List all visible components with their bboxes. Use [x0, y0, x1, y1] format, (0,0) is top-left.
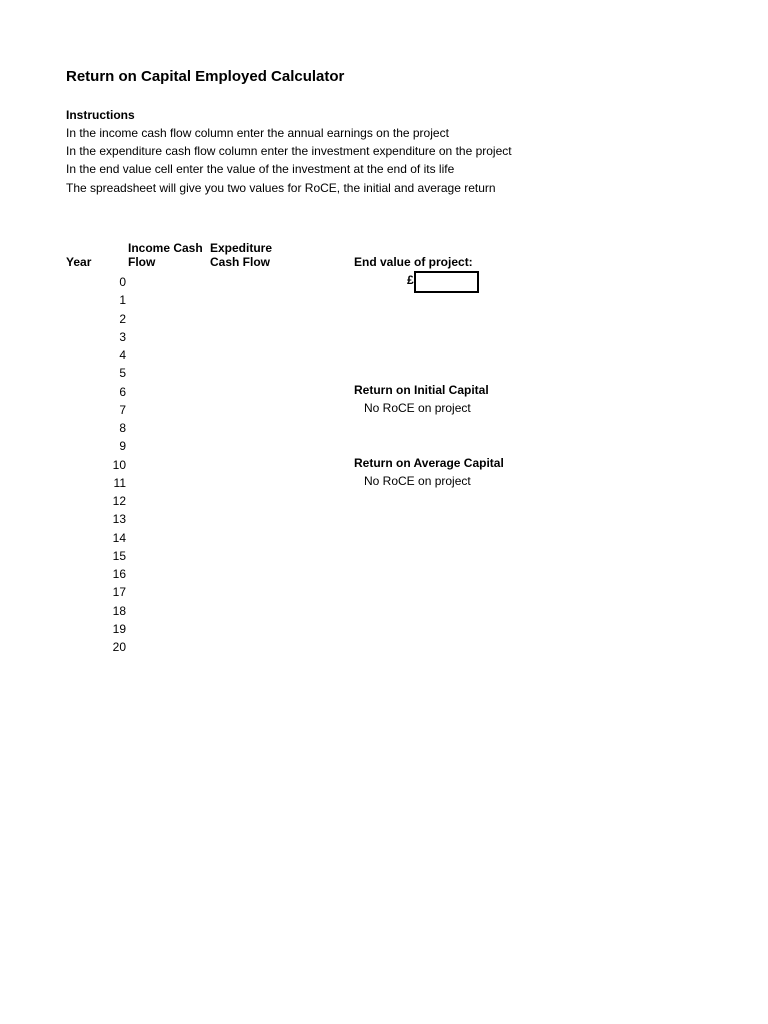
expenditure-header-line1: Expediture: [210, 241, 273, 255]
year-cell: 5: [119, 366, 126, 381]
year-cell: 17: [112, 585, 126, 600]
year-cell: 7: [119, 402, 126, 417]
instructions-heading: Instructions: [66, 108, 135, 122]
year-list: [96, 273, 126, 656]
year-cell: 15: [112, 548, 126, 563]
year-cell: 19: [112, 621, 126, 636]
income-header-line2: Flow: [128, 255, 156, 269]
currency-symbol: £: [407, 273, 414, 287]
income-cash-flow-header: [128, 241, 203, 269]
initial-capital-label: Return on Initial Capital: [354, 383, 489, 397]
year-cell: 3: [119, 329, 126, 344]
expenditure-cash-flow-header: [210, 241, 272, 269]
year-cell: 18: [112, 603, 126, 618]
year-cell: 0: [119, 275, 126, 289]
year-cell: 4: [119, 348, 126, 362]
year-cell: 6: [119, 384, 126, 399]
average-capital-result: No RoCE on project: [364, 474, 471, 488]
year-cell: 14: [112, 530, 126, 545]
instruction-line: In the income cash flow column enter the annual earnings on the project: [66, 126, 449, 140]
income-header-line1: Income Cash: [128, 241, 203, 255]
instruction-line: In the expenditure cash flow column enter the investment expenditure on the project: [66, 144, 512, 158]
page-title: Return on Capital Employed Calculator: [66, 68, 345, 85]
year-cell: 9: [119, 439, 126, 454]
year-cell: 1: [119, 293, 126, 308]
year-column-header: Year: [66, 255, 92, 269]
year-cell: 2: [119, 311, 126, 326]
year-cell: 16: [112, 567, 126, 581]
instruction-line: The spreadsheet will give you two values for RoCE, the initial and average return: [66, 181, 496, 195]
instruction-line: In the end value cell enter the value of the investment at the end of its life: [66, 162, 455, 176]
year-cell: 11: [113, 475, 126, 490]
initial-capital-result: No RoCE on project: [364, 401, 471, 415]
end-value-label: End value of project:: [354, 255, 473, 269]
year-cell: 13: [112, 512, 126, 527]
average-capital-label: Return on Average Capital: [354, 456, 504, 470]
year-cell: 10: [112, 457, 126, 472]
end-value-input[interactable]: [414, 271, 479, 293]
year-cell: 20: [112, 640, 126, 654]
year-cell: 12: [112, 494, 126, 508]
expenditure-header-line2: Cash Flow: [210, 255, 271, 269]
year-cell: 8: [119, 421, 126, 435]
